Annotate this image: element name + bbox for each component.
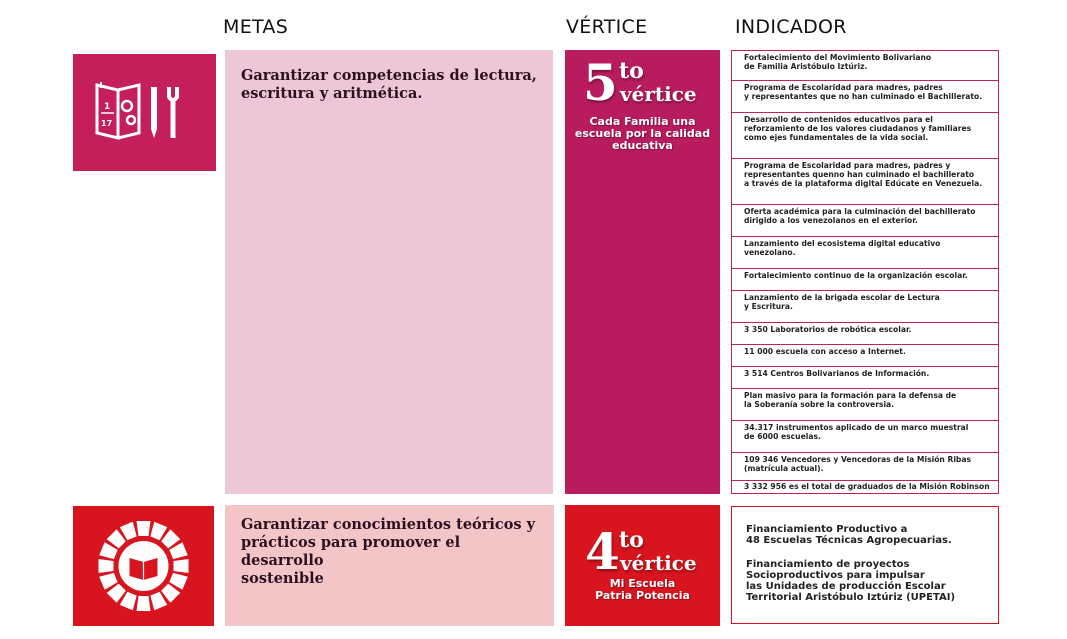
indicator-item: Programa de Escolaridad para madres, padres y representantes que no han culminado el Bachillerato. (732, 81, 998, 113)
svg-text:17: 17 (101, 119, 113, 128)
indicator-item: Financiamiento de proyectos Socioproductivos para impulsar las Unidades de producción Escolar Territorial Aristóbulo Iztúriz (UPETAI) (746, 559, 956, 603)
indicator-item: Financiamiento Productivo a 48 Escuelas Técnicas Agropecuarias. (746, 524, 952, 546)
indicator-item: 3 514 Centros Bolivarianos de Información. (732, 367, 998, 389)
indicator-item: Fortalecimiento continuo de la organización escolar. (732, 269, 998, 291)
meta-text: Garantizar competencias de lectura, escritura y aritmética. (241, 67, 537, 102)
indicator-item: Programa de Escolaridad para madres, padres y representantes quenno han culminado el bachillerato a través de la plataforma digital Edúcate en Venezuela. (732, 159, 998, 205)
indicator-item: 34.317 instrumentos aplicado de un marco muestral de 6000 escuelas. (732, 421, 998, 453)
indicator-item: Oferta académica para la culminación del bachillerato dirigido a los venezolanos en el exterior. (732, 205, 998, 237)
indicator-item: 11 000 escuela con acceso a Internet. (732, 345, 998, 367)
indicator-list-2 (731, 506, 999, 624)
meta-text: Garantizar conocimientos teóricos y prácticos para promover el desarrollo sostenible (241, 516, 536, 587)
vertex-suffix: to (619, 527, 644, 553)
vertex-number: 4 (585, 522, 620, 581)
sdg-wheel-book-icon (73, 506, 214, 626)
vertex-subtitle: Mi Escuela Patria Potencia (595, 577, 690, 602)
indicator-list-1 (731, 50, 999, 494)
vertex-word: vértice (620, 551, 697, 575)
indicator-item: Fortalecimiento del Movimiento Bolivariano de Familia Aristóbulo Iztúriz. (732, 51, 998, 81)
meta-box-literacy (225, 50, 553, 494)
header-vertice: VÉRTICE (566, 16, 648, 38)
indicator-item: Plan masivo para la formación para la defensa de la Soberanía sobre la controversia. (732, 389, 998, 421)
svg-text:1: 1 (104, 102, 111, 112)
indicator-item: 109 346 Vencedores y Vencedoras de la Misión Ribas (matrícula actual). (732, 453, 998, 481)
header-metas: METAS (223, 16, 289, 38)
education-book-tools-icon (73, 54, 216, 171)
vertex-word: vértice (620, 82, 697, 106)
vertex-number: 5 (583, 53, 618, 112)
vertex-suffix: to (619, 58, 644, 84)
indicator-item: 3 350 Laboratorios de robótica escolar. (732, 323, 998, 345)
vertex-4-box (565, 505, 720, 626)
indicator-item: Lanzamiento de la brigada escolar de Lectura y Escritura. (732, 291, 998, 323)
meta-box-sustainable (225, 505, 554, 626)
indicator-item: Lanzamiento del ecosistema digital educativo venezolano. (732, 237, 998, 269)
header-indicador: INDICADOR (735, 16, 847, 38)
vertex-5-box (565, 50, 720, 494)
indicator-item: Desarrollo de contenidos educativos para el reforzamiento de los valores ciudadanos y familiares como ejes fundamentales de la vida social. (732, 113, 998, 159)
vertex-subtitle: Cada Familia una escuela por la calidad educativa (574, 115, 711, 152)
indicator-item: 3 332 956 es el total de graduados de la Misión Robinson (744, 482, 990, 491)
